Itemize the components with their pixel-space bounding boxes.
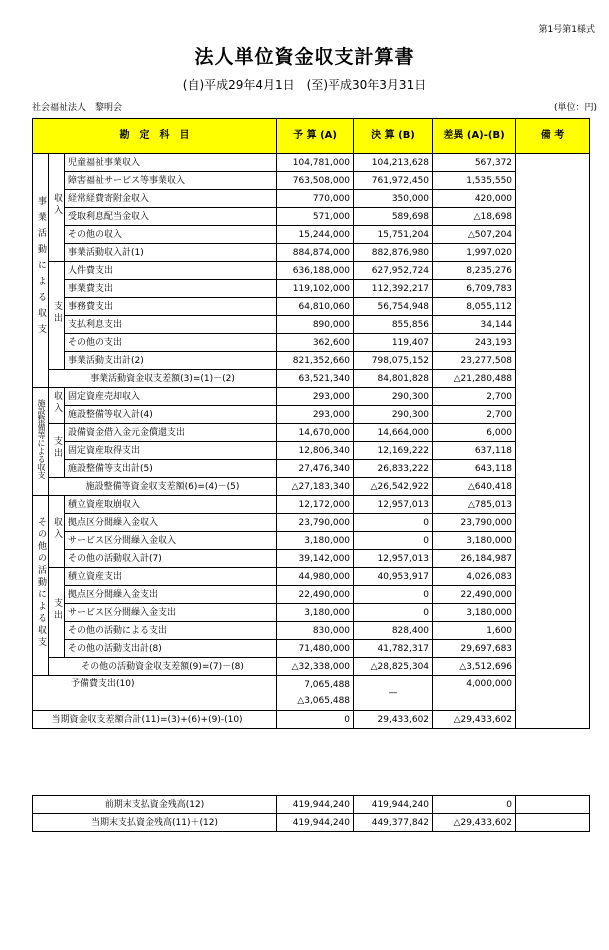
budget-cell: 63,521,340 (277, 370, 354, 388)
table-row (33, 586, 590, 604)
diff-cell: △21,280,488 (433, 370, 516, 388)
budget-cell: 104,781,000 (277, 154, 354, 172)
actual-cell: △26,542,922 (354, 478, 433, 496)
row-label: その他の支出 (65, 334, 277, 352)
diff-cell: 22,490,000 (433, 586, 516, 604)
table-row (33, 208, 590, 226)
section-biz: 事業活動による収支 (33, 154, 49, 388)
header-remark: 備 考 (516, 119, 590, 154)
row-label: 積立資産取崩収入 (65, 496, 277, 514)
actual-cell: 41,782,317 (354, 640, 433, 658)
budget-cell: 14,670,000 (277, 424, 354, 442)
unit-label: (単位：円) (553, 103, 597, 113)
row-label: 固定資産売却収入 (65, 388, 277, 406)
actual-cell: 798,075,152 (354, 352, 433, 370)
actual-cell: 112,392,217 (354, 280, 433, 298)
actual-cell: 589,698 (354, 208, 433, 226)
subtotal-row (33, 244, 590, 262)
budget-cell: 64,810,060 (277, 298, 354, 316)
sub-out: 支出 (49, 424, 65, 478)
row-label: その他の活動支出計(8) (65, 640, 277, 658)
row-label: 事業活動資金収支差額(3)=(1)－(2) (49, 370, 277, 388)
actual-cell: 419,944,240 (354, 796, 433, 814)
diff-cell: △640,418 (433, 478, 516, 496)
diff-cell: 643,118 (433, 460, 516, 478)
actual-cell: — (354, 676, 433, 711)
table-row (33, 622, 590, 640)
budget-cell: 362,600 (277, 334, 354, 352)
actual-cell: 0 (354, 604, 433, 622)
table-row (33, 796, 590, 814)
row-label: 施設整備等収入計(4) (65, 406, 277, 424)
actual-cell: 855,856 (354, 316, 433, 334)
sub-out: 支出 (49, 262, 65, 370)
sub-in: 収入 (49, 496, 65, 568)
table-row (33, 514, 590, 532)
subtotal-row (33, 550, 590, 568)
budget-cell: 0 (277, 711, 354, 729)
row-label: 事業費支出 (65, 280, 277, 298)
header-actual: 決 算 (B) (354, 119, 433, 154)
diff-cell: 8,235,276 (433, 262, 516, 280)
table-row (33, 334, 590, 352)
budget-cell: 71,480,000 (277, 640, 354, 658)
row-label: 拠点区分間繰入金支出 (65, 586, 277, 604)
diff-cell: △29,433,602 (433, 814, 516, 832)
actual-cell: 104,213,628 (354, 154, 433, 172)
budget-cell: 884,874,000 (277, 244, 354, 262)
reserve-row (33, 676, 590, 711)
budget-cell: 23,790,000 (277, 514, 354, 532)
actual-cell: 12,957,013 (354, 496, 433, 514)
budget-cell: 3,180,000 (277, 532, 354, 550)
diff-cell: 4,000,000 (433, 676, 516, 711)
budget-cell: 890,000 (277, 316, 354, 334)
diff-cell: 567,372 (433, 154, 516, 172)
actual-cell: 15,751,204 (354, 226, 433, 244)
balance-row (33, 478, 590, 496)
diff-cell: 8,055,112 (433, 298, 516, 316)
budget-cell: △27,183,340 (277, 478, 354, 496)
actual-cell: 56,754,948 (354, 298, 433, 316)
diff-cell: 0 (433, 796, 516, 814)
table-row (33, 814, 590, 832)
table-row (33, 262, 590, 280)
diff-cell: 1,997,020 (433, 244, 516, 262)
table-row (33, 604, 590, 622)
diff-cell: 3,180,000 (433, 604, 516, 622)
balance-row (33, 370, 590, 388)
budget-cell: 15,244,000 (277, 226, 354, 244)
subtotal-row (33, 406, 590, 424)
row-label: その他の活動収入計(7) (65, 550, 277, 568)
balance-row (33, 658, 590, 676)
diff-cell: 637,118 (433, 442, 516, 460)
row-label: 拠点区分間繰入金収入 (65, 514, 277, 532)
row-label: 当期末支払資金残高(11)＋(12) (33, 814, 277, 832)
budget-cell: 44,980,000 (277, 568, 354, 586)
section-other: その他の活動による収支 (33, 496, 49, 676)
header-budget: 予 算 (A) (277, 119, 354, 154)
budget-cell: 39,142,000 (277, 550, 354, 568)
actual-cell: 290,300 (354, 406, 433, 424)
actual-cell: 627,952,724 (354, 262, 433, 280)
table-row (33, 568, 590, 586)
row-label: 事務費支出 (65, 298, 277, 316)
budget-cell: 12,806,340 (277, 442, 354, 460)
cashflow-table (32, 118, 590, 729)
diff-cell: 34,144 (433, 316, 516, 334)
actual-cell: 26,833,222 (354, 460, 433, 478)
row-label: 設備資金借入金元金償還支出 (65, 424, 277, 442)
document-title: 法人単位資金収支計算書 (194, 46, 415, 68)
actual-cell: 350,000 (354, 190, 433, 208)
table-row (33, 442, 590, 460)
remark-cell (516, 814, 590, 832)
row-label: 予備費支出(10) (33, 676, 277, 711)
row-label: 受取利息配当金収入 (65, 208, 277, 226)
table-row (33, 532, 590, 550)
diff-cell: 23,277,508 (433, 352, 516, 370)
row-label: サービス区分間繰入金支出 (65, 604, 277, 622)
budget-cell: 12,172,000 (277, 496, 354, 514)
reserve-amount: 7,065,488 (304, 680, 351, 690)
subtotal-row (33, 460, 590, 478)
subtotal-row (33, 352, 590, 370)
actual-cell: 119,407 (354, 334, 433, 352)
total-row (33, 711, 590, 729)
row-label: その他の収入 (65, 226, 277, 244)
diff-cell: 6,709,783 (433, 280, 516, 298)
budget-cell: 763,508,000 (277, 172, 354, 190)
balance-table (32, 795, 590, 832)
diff-cell: 2,700 (433, 406, 516, 424)
budget-cell: 22,490,000 (277, 586, 354, 604)
actual-cell: 29,433,602 (354, 711, 433, 729)
row-label: 児童福祉事業収入 (65, 154, 277, 172)
diff-cell: 23,790,000 (433, 514, 516, 532)
diff-cell: △507,204 (433, 226, 516, 244)
row-label: 事業活動収入計(1) (65, 244, 277, 262)
diff-cell: 1,535,550 (433, 172, 516, 190)
budget-cell: 830,000 (277, 622, 354, 640)
sub-in: 収入 (49, 388, 65, 424)
budget-cell: 821,352,660 (277, 352, 354, 370)
sub-out: 支出 (49, 568, 65, 658)
budget-cell: 419,944,240 (277, 796, 354, 814)
section-inv: 施設整備等による収支 (33, 388, 49, 496)
row-label: 経常経費寄附金収入 (65, 190, 277, 208)
table-row (33, 316, 590, 334)
remark-cell (516, 796, 590, 814)
form-number: 第1号第1様式 (538, 25, 595, 35)
diff-cell: △18,698 (433, 208, 516, 226)
budget-cell: 571,000 (277, 208, 354, 226)
actual-cell: 0 (354, 514, 433, 532)
table-row (33, 424, 590, 442)
row-label: 積立資産支出 (65, 568, 277, 586)
header-subject: 勘 定 科 目 (33, 119, 277, 154)
actual-cell: 40,953,917 (354, 568, 433, 586)
table-row (33, 154, 590, 172)
actual-cell: 828,400 (354, 622, 433, 640)
diff-cell: 29,697,683 (433, 640, 516, 658)
diff-cell: △29,433,602 (433, 711, 516, 729)
row-label: サービス区分間繰入金収入 (65, 532, 277, 550)
actual-cell: 882,876,980 (354, 244, 433, 262)
row-label: 施設整備等支出計(5) (65, 460, 277, 478)
row-label: 人件費支出 (65, 262, 277, 280)
diff-cell: 4,026,083 (433, 568, 516, 586)
budget-cell: 636,188,000 (277, 262, 354, 280)
diff-cell: 3,180,000 (433, 532, 516, 550)
budget-cell: 293,000 (277, 388, 354, 406)
budget-cell: 3,180,000 (277, 604, 354, 622)
diff-cell: 6,000 (433, 424, 516, 442)
actual-cell: 14,664,000 (354, 424, 433, 442)
actual-cell: 0 (354, 532, 433, 550)
header-diff: 差異 (A)-(B) (433, 119, 516, 154)
budget-cell: 27,476,340 (277, 460, 354, 478)
row-label: 当期資金収支差額合計(11)=(3)+(6)+(9)-(10) (49, 711, 277, 729)
table-row (33, 496, 590, 514)
table-row (33, 280, 590, 298)
row-label: 支払利息支出 (65, 316, 277, 334)
diff-cell: 243,193 (433, 334, 516, 352)
diff-cell: 26,184,987 (433, 550, 516, 568)
remark-column (516, 154, 590, 729)
budget-cell: 293,000 (277, 406, 354, 424)
actual-cell: 84,801,828 (354, 370, 433, 388)
diff-cell: △3,512,696 (433, 658, 516, 676)
budget-cell: 419,944,240 (277, 814, 354, 832)
table-row (33, 226, 590, 244)
row-label: 前期末支払資金残高(12) (33, 796, 277, 814)
diff-cell: 1,600 (433, 622, 516, 640)
row-label: 固定資産取得支出 (65, 442, 277, 460)
table-row (33, 388, 590, 406)
subtotal-row (33, 640, 590, 658)
reserve-used: △3,065,488 (297, 696, 351, 706)
organization-name: 社会福祉法人 黎明会 (32, 103, 123, 113)
budget-cell: 119,102,000 (277, 280, 354, 298)
row-label: 施設整備等資金収支差額(6)=(4)－(5) (49, 478, 277, 496)
budget-cell: △32,338,000 (277, 658, 354, 676)
budget-cell: 770,000 (277, 190, 354, 208)
table-header (33, 119, 590, 154)
actual-cell: 290,300 (354, 388, 433, 406)
diff-cell: △785,013 (433, 496, 516, 514)
period: (自)平成29年4月1日 (至)平成30年3月31日 (182, 78, 427, 92)
table-row (33, 190, 590, 208)
table-row (33, 298, 590, 316)
row-label: その他の活動による支出 (65, 622, 277, 640)
actual-cell: 12,957,013 (354, 550, 433, 568)
actual-cell: 761,972,450 (354, 172, 433, 190)
diff-cell: 2,700 (433, 388, 516, 406)
row-label: その他の活動資金収支差額(9)=(7)－(8) (49, 658, 277, 676)
row-label: 事業活動支出計(2) (65, 352, 277, 370)
actual-cell: 0 (354, 586, 433, 604)
actual-cell: 12,169,222 (354, 442, 433, 460)
actual-cell: 449,377,842 (354, 814, 433, 832)
budget-cell (277, 676, 354, 711)
diff-cell: 420,000 (433, 190, 516, 208)
table-row (33, 172, 590, 190)
sub-in: 収入 (49, 154, 65, 262)
actual-cell: △28,825,304 (354, 658, 433, 676)
row-label: 障害福祉サービス等事業収入 (65, 172, 277, 190)
